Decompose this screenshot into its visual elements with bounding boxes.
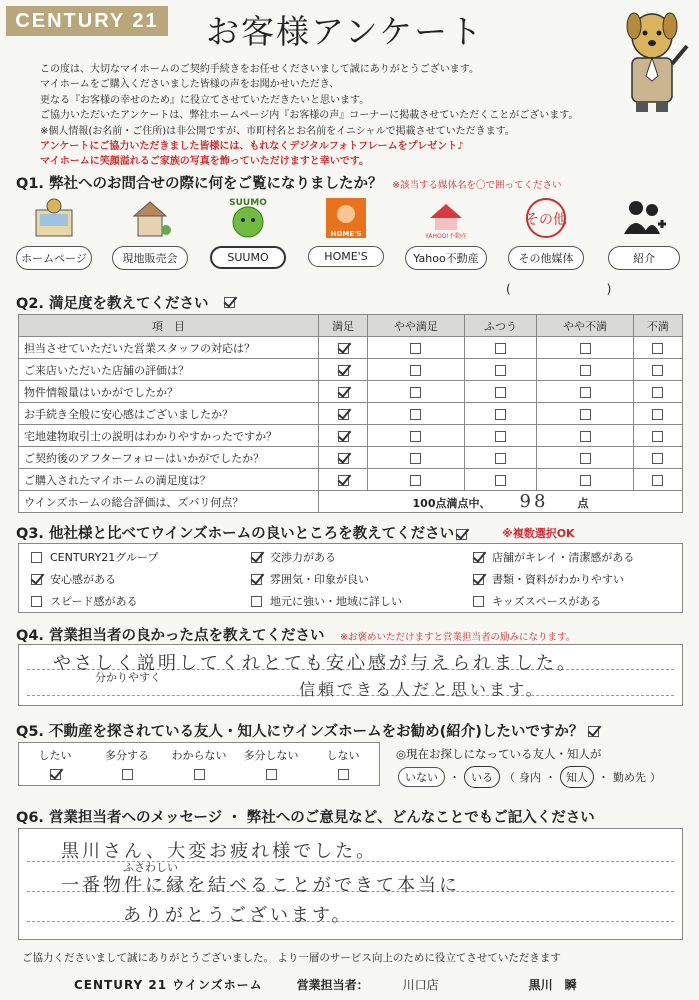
rating-checkbox[interactable] (580, 431, 591, 442)
rating-checkbox[interactable] (338, 475, 349, 486)
rating-checkbox[interactable] (652, 365, 663, 376)
q3-checkbox[interactable] (473, 574, 484, 585)
q3-option-label: 交渉力がある (270, 551, 336, 564)
q5-option-label: しない (326, 749, 360, 762)
svg-text:SUUMO: SUUMO (229, 198, 267, 208)
media-open-house[interactable]: 現地販売会 (112, 196, 188, 270)
q3-option-label: 安心感がある (50, 573, 116, 586)
q3-option[interactable] (473, 546, 683, 568)
q3-checkbox[interactable] (31, 574, 42, 585)
q3-option[interactable] (473, 568, 683, 590)
page-title: お客様アンケート (206, 12, 485, 51)
q5-checkbox[interactable] (266, 769, 277, 780)
q3-checkbox[interactable] (31, 552, 42, 563)
question-label: お手続き全般に安心感はございましたか？ (19, 403, 319, 425)
rating-checkbox[interactable] (410, 365, 421, 376)
rating-checkbox[interactable] (338, 365, 349, 376)
referral-icon (622, 196, 666, 240)
q2-title-check (224, 297, 235, 308)
q3-checkbox[interactable] (31, 596, 42, 607)
media-homepage[interactable]: ホームページ (16, 196, 92, 270)
q5-option[interactable] (235, 747, 307, 780)
q5-checkbox[interactable] (194, 769, 205, 780)
q5-option-label: 多分しない (243, 749, 299, 762)
rating-checkbox[interactable] (652, 431, 663, 442)
rating-checkbox[interactable] (410, 431, 421, 442)
footer-bar (0, 972, 699, 996)
rating-checkbox[interactable] (338, 431, 349, 442)
media-referral[interactable]: 紹介 (608, 196, 680, 270)
media-suumo[interactable]: SUUMO SUUMO (210, 196, 286, 269)
rating-checkbox[interactable] (495, 409, 506, 420)
rating-checkbox[interactable] (580, 387, 591, 398)
rating-checkbox[interactable] (580, 365, 591, 376)
rating-checkbox[interactable] (410, 475, 421, 486)
company-name: CENTURY 21 ウインズホーム (74, 977, 263, 992)
rating-checkbox[interactable] (580, 475, 591, 486)
rating-checkbox[interactable] (410, 409, 421, 420)
rating-checkbox[interactable] (338, 343, 349, 354)
q4-note: ※お褒めいただけますと営業担当者の励みになります。 (340, 632, 576, 643)
rating-checkbox[interactable] (495, 365, 506, 376)
svg-text:YAHOO!不動産: YAHOO!不動産 (425, 233, 467, 240)
house-icon (32, 196, 76, 240)
century21-logo: CENTURY 21 (6, 6, 168, 36)
rating-checkbox[interactable] (410, 387, 421, 398)
q5-side-options: いない ・ いる （ 身内 ・ 知人 ・ 勤め先 ） (398, 766, 661, 788)
q3-option-label: スピード感がある (50, 595, 138, 608)
rating-checkbox[interactable] (652, 387, 663, 398)
branch-name: 川口店 (402, 977, 439, 992)
media-other[interactable]: その他 その他媒体 (508, 196, 584, 270)
table-row (19, 469, 683, 491)
rating-checkbox[interactable] (580, 343, 591, 354)
homes-icon (324, 196, 368, 240)
q3-option-label: 雰囲気・印象が良い (270, 573, 369, 586)
rating-checkbox[interactable] (652, 343, 663, 354)
table-row (19, 337, 683, 359)
side-option-acquaintance[interactable]: 知人 (560, 766, 594, 788)
side-option-family[interactable]: 身内 (519, 771, 541, 784)
q1-note: ※該当する媒体名を〇で囲ってください (392, 180, 562, 191)
intro-text: この度は、大切なマイホームのご契約手続きをお任せくださいまして誠にありがとうございます。 マイホームをご購入くださいました皆様の声をお聞かせいただき、 更なる『お客様の幸せのため』に役立てさせていただきたいと思います。 ご協力いただいたアンケートは、弊社ホームページ内『お客様の声』コーナーに掲載させていただくことがございます。 ※個人情報(お名前・ご住所)は非公開ですが、市町村名とお名前をイニシャルで掲載させていただきます。 アンケートにご協力いただきました皆様には、もれなくデジタルフォトフレームをプレゼント♪ マイホームに笑顔溢れるご家族の写真を飾っていただけますと幸いです。 (40, 64, 579, 168)
q3-option-label: CENTURY21グループ (50, 551, 159, 564)
svg-text:HOME'S: HOME'S (330, 230, 362, 238)
table-row (19, 381, 683, 403)
q4-answer-annotation: 分かりやすく (95, 671, 161, 684)
rating-checkbox[interactable] (338, 453, 349, 464)
q3-option[interactable] (251, 590, 473, 612)
side-option-workplace[interactable]: 勤め先 (613, 771, 646, 784)
q3-checkbox[interactable] (251, 596, 262, 607)
q5-title: Q5. 不動産を探されている友人・知人にウインズホームをお勧め(紹介)したいですか？ (16, 724, 584, 740)
q5-option[interactable] (91, 747, 163, 780)
q4-answer-box[interactable] (18, 644, 683, 706)
table-row (19, 425, 683, 447)
q4-answer-line2: 信頼できる人だと思います。 (299, 680, 545, 699)
rating-checkbox[interactable] (410, 343, 421, 354)
q4-title: Q4. 営業担当者の良かった点を教えてください (16, 628, 325, 644)
q6-answer-line2: 一番物件に縁を結べることができて本当に (61, 875, 460, 896)
side-option-nobody[interactable]: いない (398, 767, 445, 787)
media-homes[interactable]: HOME'S HOME'S (308, 196, 384, 267)
q3-option[interactable] (251, 546, 473, 568)
q3-title-check (456, 529, 467, 540)
q5-option-label: したい (38, 749, 72, 762)
q5-option[interactable] (19, 747, 91, 780)
rating-checkbox[interactable] (652, 475, 663, 486)
staff-label: 営業担当者： (296, 977, 369, 992)
total-score-value[interactable]: 98 (519, 491, 549, 512)
total-score-label: ウインズホームの総合評価は、ズバリ何点？ (19, 491, 319, 513)
q6-answer-line3: ありがとうございます。 (123, 905, 353, 926)
rating-checkbox[interactable] (338, 387, 349, 398)
q3-option[interactable] (31, 590, 251, 612)
q5-option[interactable] (163, 747, 235, 780)
q3-option[interactable] (31, 568, 251, 590)
rating-checkbox[interactable] (495, 453, 506, 464)
q5-option[interactable] (307, 747, 379, 780)
q3-checkbox[interactable] (251, 574, 262, 585)
satisfaction-table: 項 目 満足 やや満足 ふつう やや不満 不満 担当させていただいた営業スタッフの対応は？ ご来店いただいた店舗の評価は？ 物件情報量はいかがでしたか？ お手続き全般に安心感はございましたか？ 宅地建物取引士の説明はわかりやすかったですか？ ご契約後のアフターフォローはいかがでしたか？ ご購入されたマイホームの満足度は？ ウインズホームの総合評価は、ズバリ何点？ 100点満点中、 98 点 (18, 314, 683, 513)
q6-answer-line1: 黒川さん、大変お疲れ様でした。 (61, 841, 378, 862)
svg-text:その他: その他 (525, 212, 567, 228)
q5-checkbox[interactable] (122, 769, 133, 780)
media-yahoo[interactable]: YAHOO!不動産 Yahoo不動産 (405, 196, 487, 270)
rating-checkbox[interactable] (580, 453, 591, 464)
mascot-illustration (612, 6, 692, 116)
q3-option-label: 書類・資料がわかりやすい (492, 573, 624, 586)
q6-title: Q6. 営業担当者へのメッセージ ・ 弊社へのご意見など、どんなことでもご記入ください (16, 810, 595, 826)
table-row (19, 359, 683, 381)
q3-option[interactable] (31, 546, 251, 568)
question-label: ご来店いただいた店舗の評価は？ (19, 359, 319, 381)
q3-option-label: 地元に強い・地域に詳しい (270, 595, 402, 608)
suumo-icon (226, 196, 270, 240)
q4-answer-line1: やさしく説明してくれとても安心感が与えられました。 (53, 653, 578, 674)
q3-option[interactable] (473, 590, 683, 612)
other-media-icon (524, 196, 568, 240)
staff-name: 黒川 瞬 (528, 977, 577, 992)
q1-title: Q1. 弊社へのお問合せの際に何をご覧になりましたか？ (16, 176, 383, 192)
side-option-someone[interactable]: いる (464, 766, 500, 788)
q3-option-label: 店舗がキレイ・清潔感がある (492, 551, 635, 564)
q5-option-label: わからない (171, 749, 227, 762)
question-label: ご契約後のアフターフォローはいかがでしたか？ (19, 447, 319, 469)
rating-checkbox[interactable] (495, 431, 506, 442)
q6-answer-annotation: ふさわしい (123, 861, 178, 874)
rating-checkbox[interactable] (652, 409, 663, 420)
q5-checkbox[interactable] (338, 769, 349, 780)
q3-note: ※複数選択OK (502, 527, 575, 540)
footer-thanks: ご協力くださいまして誠にありがとうございました。 より一層のサービス向上のために役立てさせていただきます (22, 952, 561, 964)
q3-checkbox[interactable] (473, 596, 484, 607)
question-label: 物件情報量はいかがでしたか？ (19, 381, 319, 403)
open-house-icon (128, 196, 172, 240)
yahoo-house-icon (424, 196, 468, 240)
rating-checkbox[interactable] (338, 409, 349, 420)
q5-option-label: 多分する (105, 749, 149, 762)
rating-checkbox[interactable] (652, 453, 663, 464)
q5-checkbox[interactable] (50, 769, 61, 780)
rating-checkbox[interactable] (580, 409, 591, 420)
q3-checkbox[interactable] (473, 552, 484, 563)
question-label: 宅地建物取引士の説明はわかりやすかったですか？ (19, 425, 319, 447)
rating-checkbox[interactable] (495, 387, 506, 398)
q3-option[interactable] (251, 568, 473, 590)
q3-options (18, 543, 683, 613)
table-row (19, 447, 683, 469)
q5-title-check (588, 726, 599, 737)
q2-title: Q2. 満足度を教えてください (16, 296, 209, 312)
question-label: ご購入されたマイホームの満足度は？ (19, 469, 319, 491)
q6-answer-box[interactable] (18, 828, 683, 940)
q3-title: Q3. 他社様と比べてウインズホームの良いところを教えてください (16, 526, 455, 542)
rating-checkbox[interactable] (495, 343, 506, 354)
other-media-paren: ( ) (506, 282, 612, 296)
q5-options (18, 742, 380, 786)
q3-option-label: キッズスペースがある (492, 595, 602, 608)
q3-checkbox[interactable] (251, 552, 262, 563)
rating-checkbox[interactable] (410, 453, 421, 464)
q5-side-question: ◎現在お探しになっている友人・知人が (396, 747, 602, 761)
question-label: 担当させていただいた営業スタッフの対応は？ (19, 337, 319, 359)
rating-checkbox[interactable] (495, 475, 506, 486)
table-row (19, 403, 683, 425)
